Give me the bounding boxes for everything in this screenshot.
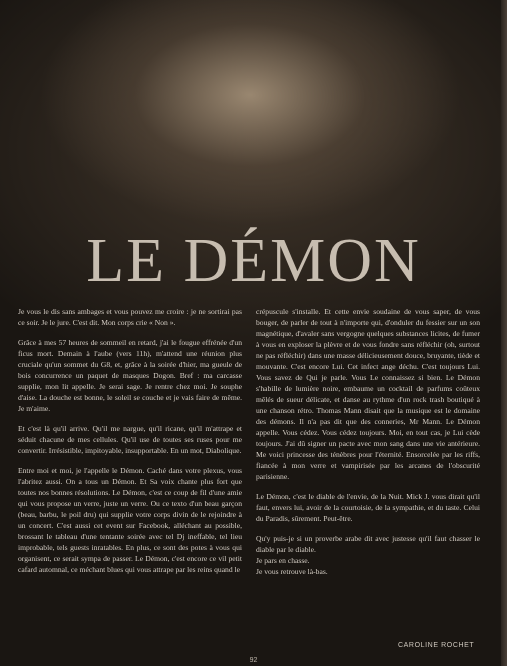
paragraph: Le Démon, c'est le diable de l'envie, de la Nuit. Mick J. vous dirait qu'il faut, envers lui, avoir de la courtoisie, de la sympathie, et du taste. Celui du Paradis, sûrement. Peut-être. — [256, 492, 480, 523]
paragraph: Et c'est là qu'il arrive. Qu'il me nargue, qu'il ricane, qu'il m'attrape et séduit chacune de mes cellules. Qu'il use de toutes ses ruses pour me convertir. Irrésistible, impitoyable, insupportable. En un mot, Diabolique. — [18, 424, 242, 455]
page-edge — [501, 0, 507, 666]
paragraph: Qu'y puis-je si un proverbe arabe dit avec justesse qu'il faut chasser le diable par le diable. Je pars en chasse. Je vous retrouve là-bas. — [256, 534, 480, 576]
paragraph: crépuscule s'installe. Et cette envie soudaine de vous saper, de vous bouger, de parler de tout à n'importe qui, d'onduler du fessier sur un son magnétique, d'avaler sans vergogne quelques substances licites, de fumer à vous en exploser la plèvre et de vous fondre sans réfléchir (oh, surtout ne pas réfléchir) dans une masse délicieusement douce, bruyante, tiède et mouvante. C'est encore Lui. Cet infect ange déchu. C'est toujours Lui. Vous savez de Qui je parle. Vous Le connaissez si bien. Le Démon s'habille de lumière noire, embaume un cocktail de parfums coûteux mêlés de sueur délicate, et danse au rythme d'un rock trash boutiqué à une chanson rétro. Thomas Mann disait que la musique est le domaine des démons. Il n'a pas dit que des conneries, Mr Mann. Le Démon appelle. Vous cédez. Vous cédez toujours. Moi, en tout cas, je Lui cède toujours. J'ai dû signer un pacte avec mon sang dans une vie antérieure. Me voici princesse des ténèbres pour l'éternité. Ensorcelée par les riffs, fiancée à mon verre et vampirisée par les arcanes de l'obscurité parisienne. — [256, 307, 480, 481]
author-byline: CAROLINE ROCHET — [398, 642, 475, 649]
page-number: 92 — [249, 657, 258, 664]
article-title: LE DÉMON — [86, 226, 421, 295]
right-column — [256, 306, 480, 586]
paragraph: Entre moi et moi, je l'appelle le Démon. Caché dans votre plexus, vous l'abritez aussi. On a tous un Démon. Et Sa voix chante plus fort que toutes nos bonnes résolutions. Le Démon, c'est ce coup de fil d'une amie qui vous propose un verre, juste un verre. Ou ce texto d'un beau garçon (beau, barbu, le poil dru) qui supplie votre corps divin de le rejoindre à un concert. C'est aussi cet event sur Facebook, alléchant au possible, brossant le tableau d'une tentante soirée avec tel Dj ineffable, tel lieu improbable, tels guests inratables. En plus, ce sont des potes à vous qui organisent, ce serait sympa de passer. Le Démon, c'est encore ce vil petit cafard automnal, ce méchant blues qui vous attrape par les reins quand le — [18, 466, 242, 574]
paragraph: Je vous le dis sans ambages et vous pouvez me croire : je ne sortirai pas ce soir. Je le jure. C'est dit. Mon corps crie « Non ». — [18, 307, 242, 327]
left-column — [18, 306, 242, 584]
paragraph: Grâce à mes 57 heures de sommeil en retard, j'ai le fougue effrénée d'un ficus mort. Demain à l'aube (vers 11h), m'attend une réunion plus cruciale qu'un sommet du G8, et, grâce à la soirée d'hier, ma gueule de bois concurrence un paquet de masques Dogon. Bref : ma carcasse supplie, mon lit appelle. Je serai sage. Je rentre chez moi. Je souphe d'aise. La douche est bonne, le soleil se couche et je vais faire de même. Je m'aime. — [18, 338, 242, 413]
